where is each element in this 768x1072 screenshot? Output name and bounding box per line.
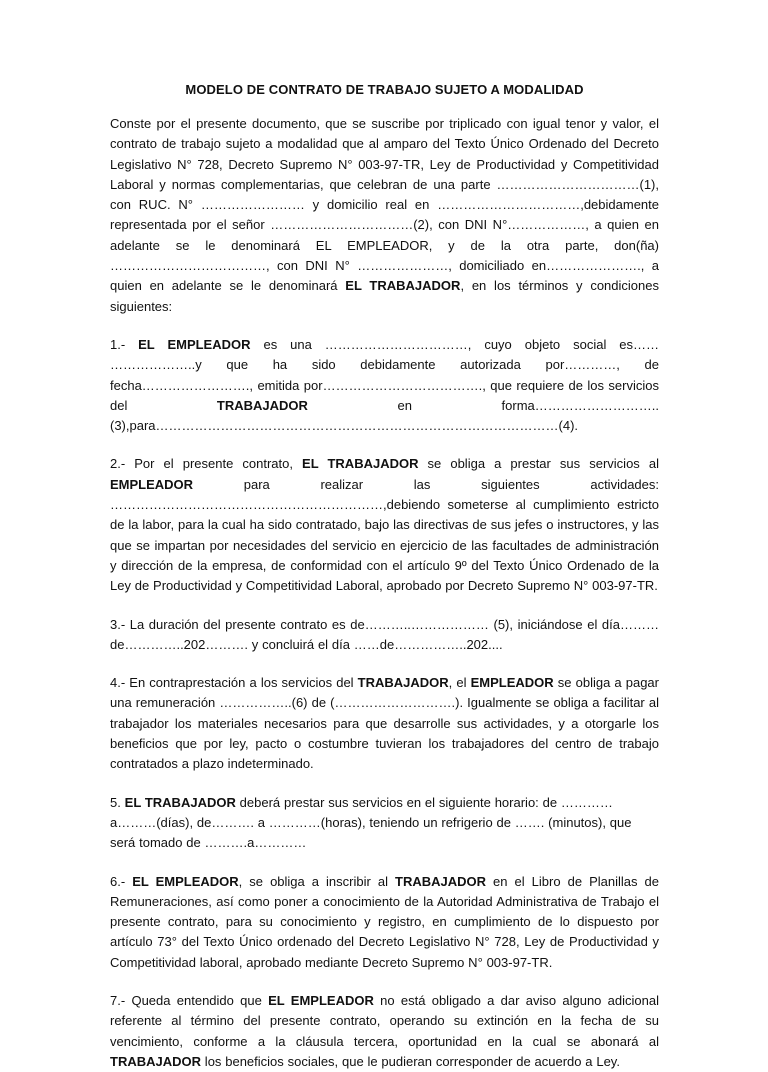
clause-7 xyxy=(110,991,659,1072)
intro-paragraph xyxy=(110,114,659,317)
clause-2 xyxy=(110,454,659,596)
clause-1 xyxy=(110,335,659,436)
bold-term: TRABAJADOR xyxy=(216,397,308,413)
text-run: será tomado de ……….a………… xyxy=(110,835,307,851)
text-run: para realizar las siguientes actividades: ………………………………………………………,debiendo someterse al cumplimiento estricto de la labor, para la cual ha sido contratado, bajo las directivas de sus jefes o instructores, y las que se impartan por necesidades del servicio en ejercicio de las facultades de administración y dirección de la empresa, de conformidad con el artículo 9º del Texto Único Ordenado de la Ley de Productividad y Competitividad Laboral, aprobado por Decreto Supremo N° 003-97-TR. xyxy=(110,476,659,594)
bold-term: EMPLEADOR xyxy=(110,476,194,492)
bold-term: EL EMPLEADOR xyxy=(138,336,251,352)
text-run: , en los términos y condiciones siguientes: xyxy=(110,278,659,314)
bold-term: EL EMPLEADOR xyxy=(132,873,239,889)
text-run: en forma……………………….. (3),para…………………………………………………………………………………(4). xyxy=(110,397,659,434)
bold-term: TRABAJADOR xyxy=(110,1053,201,1069)
clause-6 xyxy=(110,872,659,973)
bold-term: EL TRABAJADOR xyxy=(124,794,236,810)
text-run: 4.- En contraprestación a los servicios del xyxy=(110,675,358,691)
clause-4 xyxy=(110,673,659,774)
bold-term: EL TRABAJADOR xyxy=(302,456,419,472)
text-run: 5. xyxy=(110,794,125,810)
clause-5 xyxy=(110,793,659,854)
text-run: es una ……………………………, cuyo objeto social es…… ………………..y que ha sido debidamente autorizada por…………, de fecha……………………., emitida por………………………………., que requiere de los servicios del xyxy=(110,336,660,413)
text-run: 2.- Por el presente contrato, xyxy=(110,456,303,472)
text-run: , el xyxy=(448,675,471,691)
text-run: se obliga a prestar sus servicios al xyxy=(418,456,659,472)
bold-term: TRABAJADOR xyxy=(395,873,487,889)
bold-term: EMPLEADOR xyxy=(470,675,554,691)
bold-term: EL EMPLEADOR xyxy=(268,992,374,1008)
text-run: 6.- xyxy=(110,873,133,889)
text-run: deberá prestar sus servicios en el siguiente horario: de ………… a………(días), de………. a …………(horas), teniendo un refrigerio de ……. (minutos), que xyxy=(110,794,632,830)
clause-3 xyxy=(110,615,659,656)
text-run: 3.- La duración del presente contrato es de………..……………… (5), iniciándose el día………de…………..202………. y concluirá el día ……de……………..202.... xyxy=(110,616,659,652)
text-run: 1.- xyxy=(110,336,139,352)
text-run: los beneficios sociales, que le pudieran corresponder de acuerdo a Ley. xyxy=(201,1053,620,1069)
bold-term: TRABAJADOR xyxy=(357,675,449,691)
text-run: no está obligado a dar aviso alguno adicional referente al término del presente contrato, operando su extinción en la fecha de su vencimiento, conforme a la cláusula tercera, oportunidad en la cual se abonará al xyxy=(110,992,659,1049)
document-title: MODELO DE CONTRATO DE TRABAJO SUJETO A MODALIDAD xyxy=(185,82,584,97)
text-run: en el Libro de Planillas de Remuneraciones, así como poner a conocimiento de la Autoridad Administrativa de Trabajo el presente contrato, para su conocimiento y registro, en cumplimiento de lo dispuesto por artículo 73° del Texto Único ordenado del Decreto Legislativo N° 728, Ley de Productividad y Competitividad laboral, aprobado mediante Decreto Supremo N° 003-97-TR. xyxy=(110,873,659,970)
text-run: , se obliga a inscribir al xyxy=(238,873,396,889)
text-run: se obliga a pagar una remuneración ……………..(6) de (……………………….). Igualmente se obliga a facilitar al trabajador los materiales necesarios para que desarrolle sus actividades, y a otorgarle los beneficios que por ley, pacto o costumbre tuvieran los trabajadores del centro de trabajo contratados a plazo indeterminado. xyxy=(110,675,659,772)
text-run: Conste por el presente documento, que se suscribe por triplicado con igual tenor y valor, el contrato de trabajo sujeto a modalidad que al amparo del Texto Único Ordenado del Decreto Legislativo N° 728, Decreto Supremo N° 003-97-TR, Ley de Productividad y Competitividad Laboral y normas complementarias, que celebran de una parte ……………………………(1), con RUC. N° …………………… y domicilio real en ……………………………,debidamente representada por el señor ……………………………(2), con DNI N°………………, a quien en adelante se le denominará EL EMPLEADOR, y de la otra parte, don(ña) ………………………………, con DNI N° …………………, domiciliado en…………………., a quien en adelante se le denominará xyxy=(110,116,659,294)
bold-term: EL TRABAJADOR xyxy=(345,278,461,294)
text-run: 7.- Queda entendido que xyxy=(110,992,269,1008)
